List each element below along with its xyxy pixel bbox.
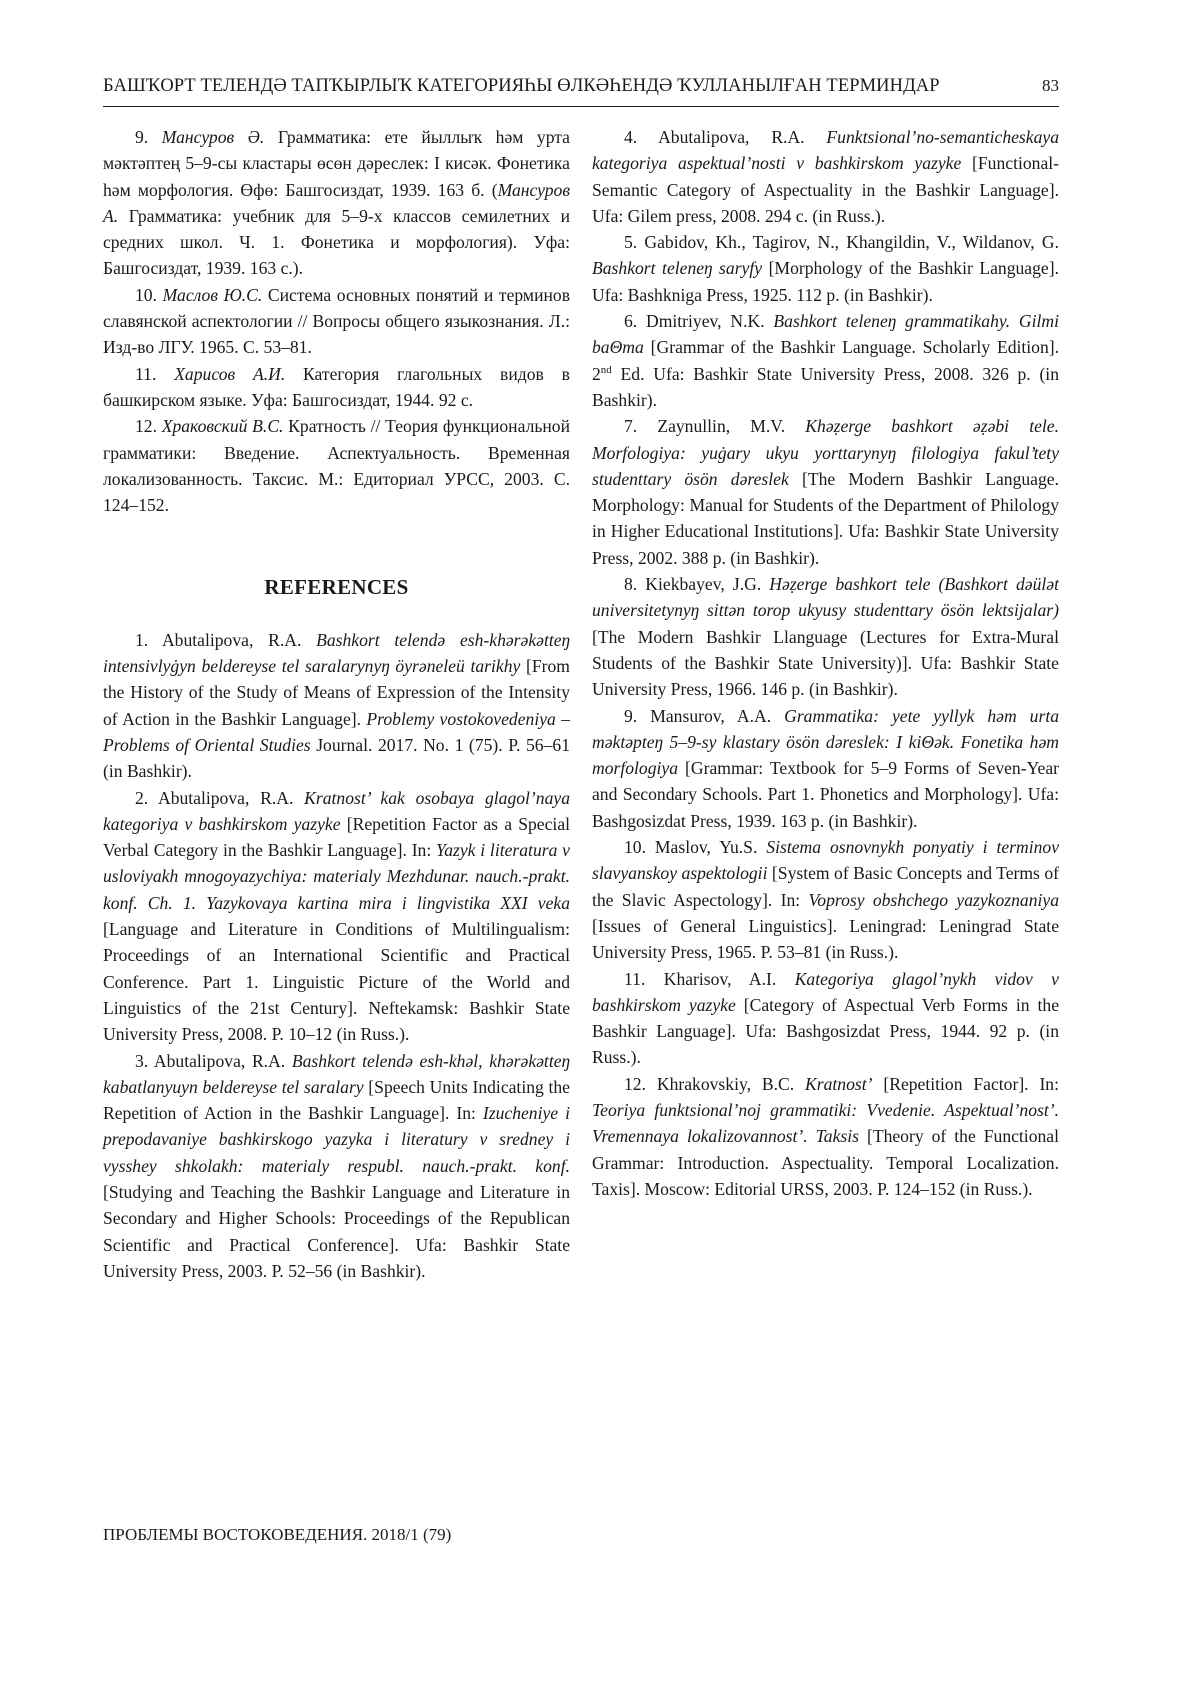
english-reference-list-part2 <box>592 124 1059 1202</box>
reference-item: 9. Мансуров Ә. Грамматика: ете йыллыҡ һәм урта мәктәптең 5–9-сы кластары өсөн дәреслек: I кисәк. Фонетика һәм морфология. Өфө: Башгосиздат, 1939. 163 б. (Мансуров А. Грамматика: учебник для 5–9-х классов семилетних и средних школ. Ч. 1. Фонетика и морфология). Уфа: Башгосиздат, 1939. 163 с.). <box>103 127 570 279</box>
reference-item: 2. Abutalipova, R.A. Kratnost’ kak osobaya glagol’naya kategoriya v bashkirskom yazyke [Repetition Factor as a Special Verbal Category in the Bashkir Language]. In: Yazyk i literatura v usloviyakh mnogoyazychiya: materialy Mezhdunar. nauch.-prakt. konf. Ch. 1. Yazykovaya kartina mira i lingvistika XXI veka [Language and Literature in Conditions of Multilingualism: Proceedings of an International Scientific and Practical Conference. Part 1. Linguistic Picture of the World and Linguistics of the 21st Century]. Neftekamsk: Bashkir State University Press, 2008. P. 10–12 (in Russ.). <box>103 787 571 1045</box>
reference-item: 10. Маслов Ю.С. Система основных понятий и терминов славянской аспектологии // Вопросы общего языкознания. Л.: Изд-во ЛГУ. 1965. С. 53–81. <box>103 284 571 358</box>
reference-item: 11. Харисов А.И. Категория глагольных видов в башкирском языке. Уфа: Башгосиздат, 1944. 92 с. <box>103 363 570 410</box>
journal-footer: ПРОБЛЕМЫ ВОСТОКОВЕДЕНИЯ. 2018/1 (79) <box>103 1525 452 1544</box>
english-reference-list-part1 <box>103 627 570 1284</box>
right-column <box>592 124 1059 1202</box>
reference-item: 6. Dmitriyev, N.K. Bashkort teleneŋ grammatikahy. Gilmi baΘma [Grammar of the Bashkir Language. Scholarly Edition]. 2nd Ed. Ufa: Bashkir State University Press, 2008. 326 p. (in Bashkir). <box>592 311 1060 410</box>
left-column <box>103 124 570 1284</box>
page-number: 83 <box>1042 76 1059 95</box>
reference-item: 12. Храковский В.С. Кратность // Теория функциональной грамматики: Введение. Аспектуальность. Временная локализованность. Таксис. М.: Едиториал УРСС, 2003. С. 124–152. <box>103 416 570 516</box>
reference-item: 5. Gabidov, Kh., Tagirov, N., Khangildin, V., Wildanov, G. Bashkort teleneŋ saryfy [Morphology of the Bashkir Language]. Ufa: Bashkniga Press, 1925. 112 p. (in Bashkir). <box>592 232 1059 305</box>
running-header-title: БАШҠОРТ ТЕЛЕНДӘ ТАПҠЫРЛЫҠ КАТЕГОРИЯҺЫ ӨЛКӘҺЕНДӘ ҠУЛЛАНЫЛҒАН ТЕРМИНДАР <box>103 76 940 96</box>
reference-item: 11. Kharisov, A.I. Kategoriya glagol’nykh vidov v bashkirskom yazyke [Category of Aspectual Verb Forms in the Bashkir Language]. Ufa: Bashgosizdat Press, 1944. 92 p. (in Russ.). <box>592 968 1060 1068</box>
reference-item: 9. Mansurov, A.A. Grammatika: yete yyllyk hәm urta mәktәpteŋ 5–9-sy klastary ösön dәreslek: I kiΘәk. Fonetika hәm morfologiya [Grammar: Textbook for 5–9 Forms of Seven-Year and Secondary Schools. Part 1. Phonetics and Morphology]. Ufa: Bashgosizdat Press, 1939. 163 p. (in Bashkir). <box>592 705 1060 831</box>
reference-item: 7. Zaynullin, M.V. Khәẓerge bashkort әẓәbi tele. Morfologiya: yuġary ukyu yorttarynyŋ filologiya fakul’tety studenttary ösön dәreslek [The Modern Bashkir Language. Morphology: Manual for Students of the Department of Philology in Higher Educational Institutions]. Ufa: Bashkir State University Press, 2002. 388 p. (in Bashkir). <box>592 416 1059 568</box>
russian-reference-list <box>103 124 570 518</box>
reference-item: 12. Khrakovskiy, B.C. Kratnost’ [Repetition Factor]. In: Teoriya funktsional’noj grammatiki: Vvedenie. Aspektual’nost’. Vremennaya lokalizovannost’. Taksis [Theory of the Functional Grammar: Introduction. Aspectuality. Temporal Localization. Taxis]. Moscow: Editorial URSS, 2003. P. 124–152 (in Russ.). <box>592 1073 1059 1199</box>
reference-item: 1. Abutalipova, R.A. Bashkort telendә esh-khәrәkәtteŋ intensivlyġyn beldereyse tel saralarynyŋ öyrәneleü tarikhy [From the History of the Study of Means of Expression of the Intensity of Action in the Bashkir Language]. Problemy vostokovedeniya – Problems of Oriental Studies Journal. 2017. No. 1 (75). P. 56–61 (in Bashkir). <box>103 629 571 782</box>
reference-item: 3. Abutalipova, R.A. Bashkort telendә esh-khәl, khәrәkәtteŋ kabatlanyuyn beldereyse tel saralary [Speech Units Indicating the Repetition of Action in the Bashkir Language]. In: Izucheniye i prepodavaniye bashkirskogo yazyka i literatury v sredney i vysshey shkolakh: materialy respubl. nauch.-prakt. konf. [Studying and Teaching the Bashkir Language and Literature in Secondary and Higher Schools: Proceedings of the Republican Scientific and Practical Conference]. Ufa: Bashkir State University Press, 2003. P. 52–56 (in Bashkir). <box>103 1050 570 1281</box>
running-header <box>103 76 1059 107</box>
references-heading: REFERENCES <box>264 575 409 600</box>
reference-item: 4. Abutalipova, R.A. Funktsional’no-semanticheskaya kategoriya aspektual’nosti v bashkirskom yazyke [Functional-Semantic Category of Aspectuality in the Bashkir Language]. Ufa: Gilem press, 2008. 294 c. (in Russ.). <box>592 127 1059 226</box>
reference-item: 8. Kiekbayev, J.G. Hәẓerge bashkort tele (Bashkort dәülәt universitetynyŋ sittәn torop ukyusy studenttary ösön lektsijalar) [The Modern Bashkir Llanguage (Lectures for Extra-Mural Students of the Bashkir State University)]. Ufa: Bashkir State University Press, 1966. 146 p. (in Bashkir). <box>592 574 1059 700</box>
reference-item: 10. Maslov, Yu.S. Sistema osnovnykh ponyatiy i terminov slavyanskoy aspektologii [System of Basic Concepts and Terms of the Slavic Aspectology]. In: Voprosy obshchego yazykoznaniya [Issues of General Linguistics]. Leningrad: Leningrad State University Press, 1965. P. 53–81 (in Russ.). <box>592 837 1060 963</box>
